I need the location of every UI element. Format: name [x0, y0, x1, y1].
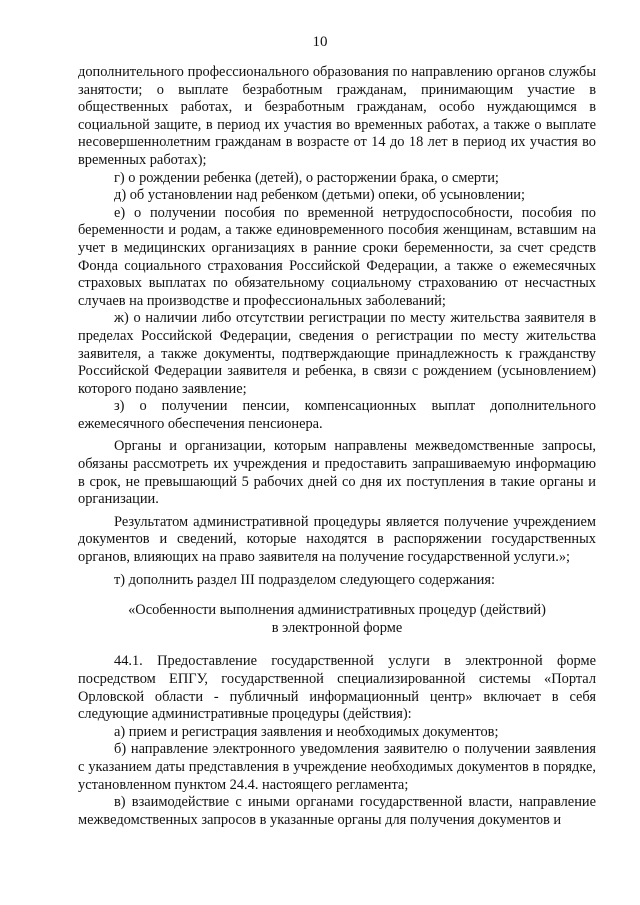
section-heading-line: «Особенности выполнения административных процедур (действий) [128, 602, 546, 619]
section-heading [78, 602, 596, 637]
paragraph: ж) о наличии либо отсутствии регистрации по месту жительства заявителя в пределах Российской Федерации, сведения о регистрации по месту жительства заявителя, а также документы, подтверждающие принадлежность к гражданству Российской Федерации заявителя и ребенка, в связи с рождением (усыновлением) которого подано заявление; [78, 310, 596, 397]
paragraph: т) дополнить раздел III подразделом следующего содержания: [114, 571, 495, 588]
document-body [78, 64, 596, 829]
page-number: 10 [312, 34, 328, 50]
paragraph: 44.1. Предоставление государственной услуги в электронной форме посредством ЕПГУ, государственной специализированной системы «Портал Орловской области - публичный информационный центр» включает в себя следующие административные процедуры (действия): [78, 653, 596, 723]
paragraph: б) направление электронного уведомления заявителю о получении заявления с указанием даты представления в учреждение необходимых документов в порядке, установленном пунктом 24.4. настоящего регламента; [78, 741, 596, 793]
paragraph: а) прием и регистрация заявления и необходимых документов; [114, 723, 499, 740]
paragraph: д) об установлении над ребенком (детьми) опеки, об усыновлении; [114, 187, 525, 204]
paragraph: Результатом административной процедуры является получение учреждением документов и сведений, которые находятся в распоряжении государственных органов, влияющих на право заявителя на получение государственной услуги.»; [78, 513, 596, 566]
paragraph: е) о получении пособия по временной нетрудоспособности, пособия по беременности и родам, а также единовременного пособия женщинам, вставшим на учет в медицинских организациях в ранние сроки беременности, за счет средств Фонда социального страхования Российской Федерации, а также о ежемесячных страховых выплатах по обязательному социальному страхованию от несчастных случаев на производстве и профессиональных заболеваний; [78, 204, 596, 309]
paragraph: з) о получении пенсии, компенсационных выплат дополнительного ежемесячного обеспечения пенсионера. [78, 398, 596, 432]
paragraph: г) о рождении ребенка (детей), о расторжении брака, о смерти; [114, 169, 499, 186]
paragraph: дополнительного профессионального образования по направлению органов службы занятости; о выплате безработным гражданам, принимающим участие в общественных работах, и безработным гражданам, особо нуждающимся в социальной защите, в период их участия во временных работах, а также о выплате несовершеннолетним гражданам в возрасте от 14 до 18 лет в период их участия во временных работах); [78, 64, 596, 168]
paragraph: в) взаимодействие с иными органами государственной власти, направление межведомственных запросов в указанные органы для получения документов и [78, 794, 596, 828]
paragraph: Органы и организации, которым направлены межведомственные запросы, обязаны рассмотреть их учреждения и предоставить запрашиваемую информацию в срок, не превышающий 5 рабочих дней со дня их поступления в такие органы и организации. [78, 438, 596, 508]
section-heading-line: в электронной форме [271, 619, 403, 636]
